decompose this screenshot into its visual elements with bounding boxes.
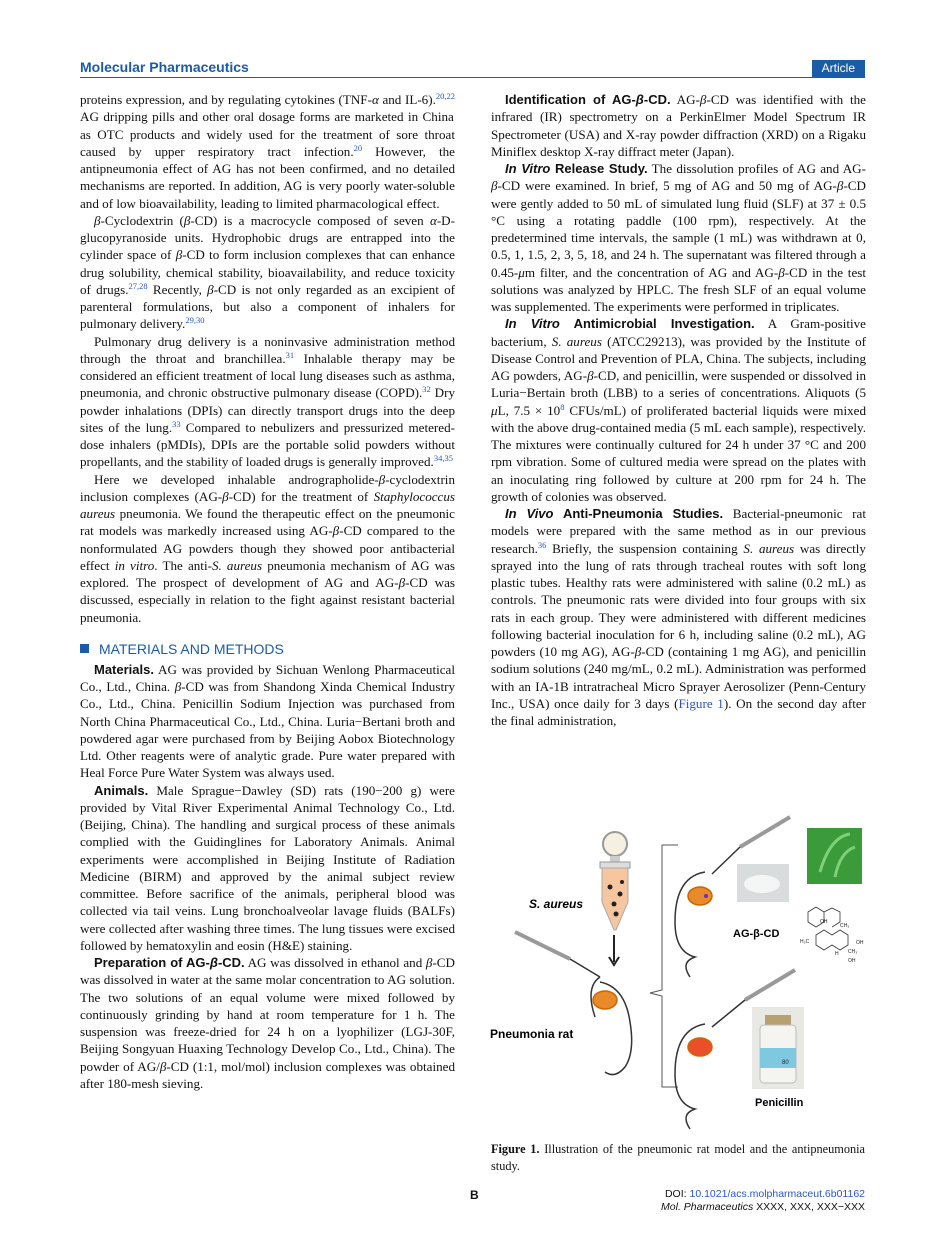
method-paragraph (80, 782, 455, 955)
method-paragraph (491, 505, 866, 729)
text-run: proteins expression, and by regulating cytokines (TNF- (80, 92, 372, 107)
header-rule (80, 77, 865, 78)
text-run: Materials. (94, 661, 154, 677)
italic-run: β (222, 488, 229, 504)
italic-run: In Vitro (505, 316, 560, 332)
method-paragraph (491, 91, 866, 160)
text-run: Anti-Pneumonia Studies. (553, 506, 724, 521)
text-run: . The anti- (154, 557, 212, 573)
label-ag-cd: AG-β-CD (733, 928, 780, 940)
italic-run: β (207, 281, 214, 297)
body-paragraph (80, 91, 455, 212)
text-run: Preparation of AG- (94, 955, 210, 970)
text-run: Recently, (147, 281, 208, 297)
italic-run: In Vivo (505, 506, 554, 521)
italic-run: in vitro (114, 557, 155, 573)
text-run: -CD, and penicillin, were suspended or dissolved in Luria−Bertain broth (LBB) to a series of concentrations. Aliquots (5 (491, 368, 866, 401)
journal-title[interactable]: Molecular Pharmaceutics (80, 59, 249, 75)
text-run: -D-glucopyranoside units. Hydrophobic drugs are entrapped into the cylinder space of (80, 212, 455, 263)
citation-ref[interactable]: 33 (172, 418, 181, 429)
method-paragraph (80, 661, 455, 782)
figure-1 (490, 812, 870, 1132)
italic-run: β (94, 212, 101, 228)
text-run: Bacterial-pneumonic rat models were prepared with the same method as in our previous research. (491, 506, 866, 556)
italic-run: μ (491, 402, 498, 418)
italic-run: In Vitro (505, 161, 551, 176)
text-run: -cyclodextrin inclusion complexes (AG- (80, 471, 455, 504)
text-run: Animals. (94, 782, 149, 798)
caption-label: Figure 1. (491, 1142, 540, 1156)
text-run: Pulmonary drug delivery is a noninvasive administration method through the throat and branchillea. (80, 333, 455, 366)
text-run: m filter, and the concentration of AG and AG- (524, 264, 779, 280)
italic-run: β (635, 92, 644, 107)
italic-run: β (425, 955, 433, 970)
body-paragraph (80, 471, 455, 626)
italic-run: β (332, 523, 340, 539)
penicillin-vial-photo (752, 1007, 804, 1089)
page-number: B (470, 1188, 479, 1202)
section-heading-text: MATERIALS AND METHODS (99, 640, 284, 657)
citation-ref[interactable]: 8 (560, 401, 565, 412)
label-pneumonia-rat: Pneumonia rat (490, 1027, 574, 1041)
text-run: was directly sprayed into the lung of rats through tracheal routes with soft long plastic tubes. Healthy rats were administered with saline (0.2 mL) as controls. The pneumonic rats were divided into four groups with six rats in each group. They were administered with different medicines following bacterial inoculation for 6 h, including saline (0.2 mL), AG powders (10 mg AG), AG- (491, 540, 866, 659)
italic-run: β (398, 575, 406, 590)
text-run: Male Sprague−Dawley (SD) rats (190−200 g) were provided by Vital River Experimental Animal Technology Co., Ltd. (Beijing, China). The handling and surgical process of these animals complied with the Guidinglines for Laboratory Animals. Animal experiments were accomplished in Beijing Institute of Radiation Medicine (BIRM) and approved by the animal subject review committee. Before sacrifice of the animals, peripheral blood was collected via tail veins. Lung bronchoalveolar lavage fluids (BALFs) were collected after washing three times. The lung tissues were excised followed by hematoxylin and eosin (H&E) staining. (80, 782, 455, 953)
run-in-heading (94, 783, 148, 798)
text-run: -CD (containing 1 mg AG), and penicillin sodium solutions (240 mg/mL, 0.2 mL). Administration was performed with an IA-1B intratracheal Micro Sprayer Aerosolizer (Penn-Century Inc., USA) once daily for 3 days ( (491, 644, 866, 711)
text-run: -CD (1:1, mol/mol) inclusion complexes was obtained after 180-mesh sieving. (80, 1058, 455, 1091)
bacteria-tube-icon (600, 832, 630, 930)
text-run: -CD) for the treatment of (228, 488, 374, 504)
citation-ref[interactable]: 20 (353, 142, 363, 153)
text-run: -CD. (217, 955, 245, 970)
figure-caption (491, 1141, 865, 1174)
text-run: AG dripping pills and other oral dosage forms are marketed in China as OTC products and widely used for the treatment of sore throat caused by upper respiratory tract infection. (80, 109, 455, 159)
run-in-heading (505, 316, 755, 331)
text-run: -CD was dissolved in water at the same molar concentration to AG solution. The two solutions of an equal volume were mixed followed by continuously grinding by hand at room temperature for 1 h. The suspension was freeze-dried for 24 h on a lyophilizer (LGJ-30F, Beijing Songyuan Huaxing Technology Develop Co., Ltd., China). The powder of AG/ (80, 955, 455, 1074)
text-run: Compared to nebulizers and pressurized metered-dose inhalers (pMDIs), DPIs are the portable solid powders without propellants, and the stability of loaded drugs is generally improved. (80, 419, 455, 470)
text-run: and IL-6). (378, 92, 436, 107)
struct-oh-3: OH (848, 958, 856, 964)
text-run: Antimicrobial Investigation. (559, 316, 755, 332)
figure-link[interactable]: Figure 1 (678, 695, 724, 711)
italic-run: β (587, 368, 594, 383)
text-run: AG was dissolved in ethanol and (244, 955, 426, 970)
andrographolide-structure (800, 907, 864, 964)
label-penicillin: Penicillin (755, 1097, 804, 1109)
citation-ref[interactable]: 31 (285, 349, 295, 360)
text-run: -CD compared to the nonformulated AG powders though they showed poor antibacterial effect (80, 523, 455, 573)
right-column (491, 91, 866, 729)
struct-oh-1: OH (820, 919, 828, 925)
text-run: AG- (670, 92, 700, 107)
italic-run: β (491, 178, 498, 194)
method-paragraph (491, 315, 866, 505)
italic-run: β (183, 212, 191, 228)
text-run: -CD is not only regarded as an excipient of parenteral formulations, but also a component of inhalers for pulmonary delivery. (80, 281, 455, 332)
citation-ref[interactable]: 20,22 (435, 91, 455, 101)
italic-run: S. aureus (211, 557, 263, 573)
article-type-badge: Article (812, 60, 865, 77)
text-run: Here we developed inhalable andrographolide- (94, 471, 379, 487)
run-in-heading (94, 662, 154, 677)
citation-ref[interactable]: 32 (422, 384, 431, 395)
doi-link[interactable]: 10.1021/acs.molpharmaceut.6b01162 (689, 1188, 865, 1200)
italic-run: S. aureus (551, 333, 602, 349)
text-run: Release Study. (550, 161, 648, 176)
text-run: -CD was identified with the infrared (IR) spectrometry on a PerkinElmer Model Spectrum IR Spectrometer (USA) and X-ray powder diffraction (XRD) on a Rigaku Miniflex desktop X-ray diffract meter (Japan). (491, 92, 866, 159)
run-in-heading (505, 506, 723, 521)
italic-run: β (175, 247, 183, 263)
text-run: -CD were examined. In brief, 5 mg of AG and 50 mg of AG- (497, 178, 837, 194)
text-run: Inhalable therapy may be considered an efficient treatment of local lung diseases such as asthma, pneumonia, and chronic obstructive pulmonary disease (COPD). (80, 350, 455, 401)
text-run: However, the antipneumonia effect of AG has not been confirmed, and no detailed mechanisms are reported. In addition, AG is very poorly water-soluble and of low bioavailability, leading to limited pharmacological effect. (80, 143, 455, 211)
italic-run: α (371, 92, 379, 107)
text-run: pneumonia. We found the therapeutic effect on the pneumonic rat models was markedly increased using AG- (80, 506, 455, 539)
run-in-heading (505, 161, 648, 176)
italic-run: β (634, 644, 642, 659)
italic-run: β (836, 178, 844, 194)
text-run: Identification of AG- (505, 92, 636, 107)
text-run: The dissolution profiles of AG and AG- (647, 161, 867, 176)
text-run: -CD to form inclusion complexes that can enhance drug solubility, chemical stability, bioavailability, and reduce toxicity of drugs. (80, 247, 455, 297)
body-paragraph (80, 333, 455, 471)
text-run: A Gram-positive bacterium, (491, 316, 866, 349)
struct-ch3-b: CH₃ (848, 949, 858, 955)
text-run: pneumonia mechanism of AG was explored. The prospect of development of AG and AG- (80, 557, 456, 590)
text-run: AG was provided by Sichuan Wenlong Pharmaceutical Co., Ltd., China. (80, 661, 455, 694)
run-in-heading (505, 92, 671, 107)
citation-ref[interactable]: 29,30 (185, 315, 205, 326)
section-heading (80, 641, 455, 657)
struct-oh-2: OH (856, 940, 864, 946)
text-run: Briefly, the suspension containing (546, 540, 744, 556)
italic-run: β (699, 92, 707, 107)
text-run: -CD. (643, 92, 671, 107)
italic-run: Staphylococcus aureus (80, 488, 456, 521)
italic-run: S. aureus (743, 540, 795, 556)
struct-h: H (835, 951, 839, 957)
citation-range: XXXX, XXX, XXX−XXX (753, 1201, 865, 1213)
down-arrow-icon (609, 935, 619, 965)
intro-paragraphs (80, 91, 455, 626)
run-in-heading (94, 955, 245, 970)
methods-right (491, 91, 866, 729)
doi-prefix: DOI: (664, 1188, 690, 1200)
text-run: -CD were gently added to 50 mL of simulated lung fluid (SLF) at 37 ± 0.5 °C using a rotating paddle (100 rpm), respectively. At the predetermined time intervals, the sample (1 mL) was withdrawn at 0, 0.5, 1, 1.5, 2, 3, 5, 18, and 24 h. The supernatant was filtered through a 0.45- (491, 178, 866, 280)
bracket (650, 845, 678, 1087)
citation-ref[interactable]: 34,35 (433, 453, 453, 464)
text-run: L, 7.5 × 10 (497, 402, 561, 418)
italic-run: β (159, 1058, 167, 1074)
text-run: ). On the second day after the final administration, (491, 695, 866, 728)
footer-citation (661, 1188, 865, 1214)
vial-label: 80 (782, 1060, 789, 1066)
italic-run: μ (518, 264, 525, 280)
method-paragraph (80, 954, 455, 1092)
figure-illustration (490, 812, 870, 1132)
italic-run: β (378, 471, 386, 487)
struct-h3c: H₃C (800, 939, 810, 945)
text-run: CFUs/mL) of proliferated bacterial liquids were mixed with the above drug-contained media (5 mL each sample), respectively. The mixtures were continually cultured for 24 h under 37 °C and 200 rpm vibration. Some of cultured media were spread on the plates with an inoculating ring followed by culture at 200 rpm for 24 h. The growth of colonies was observed. (491, 402, 867, 504)
text-run: -CD was from Shandong Xinda Chemical Industry Co., Ltd., China. Penicillin Sodium Injection was purchased from North China Pharmaceutical Co., Ltd., China. Luria−Bertani broth and powdered agar were purchased from by Beijing Aobox Biotechnology Ltd. Other reagents were of analytic grade. Pure water prepared with Heal Force Pure Water System was always used. (80, 679, 455, 781)
text-run: -CD in the test solutions was analyzed by HPLC. The fresh SLF of an equal volume was supplemented. The experiments were performed in triplicates. (491, 264, 866, 314)
italic-run: β (209, 955, 218, 970)
text-run: -CD was discussed, especially in relation to the fight against resistant bacterial pneumonia. (80, 575, 455, 625)
text-run: Dry powder inhalations (DPIs) can directly transport drugs into the deep sites of the lung. (80, 385, 455, 435)
text-run: -Cyclodextrin ( (100, 212, 184, 228)
italic-run: α (429, 212, 437, 228)
label-s-aureus: S. aureus (529, 897, 584, 911)
citation-ref[interactable]: 36 (537, 539, 547, 550)
struct-ch3-a: CH₃ (840, 923, 850, 929)
body-paragraph (80, 212, 455, 333)
italic-run: β (778, 264, 785, 280)
text-run: -CD) is a macrocycle composed of seven (190, 212, 430, 228)
left-column (80, 91, 455, 1092)
method-paragraph (491, 160, 866, 315)
citation-ref[interactable]: 27,28 (128, 280, 148, 291)
section-square-icon (80, 644, 89, 653)
journal-abbr: Mol. Pharmaceutics (661, 1201, 754, 1213)
methods-left (80, 661, 455, 1092)
caption-text: Illustration of the pneumonic rat model and the antipneumonia study. (491, 1142, 865, 1173)
italic-run: β (174, 679, 182, 694)
text-run: (ATCC29213), was provided by the Institute of Disease Control and Prevention of PLA, China. The subjects, including AG powders, AG- (491, 333, 866, 383)
